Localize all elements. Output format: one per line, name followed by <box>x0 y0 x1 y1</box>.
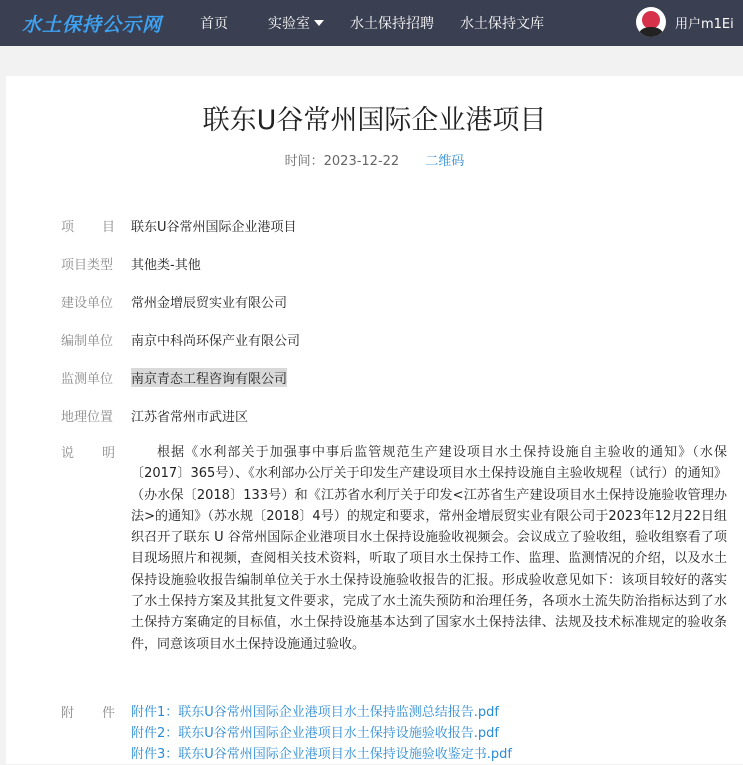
field-value: 南京中科尚环保产业有限公司 <box>131 334 301 349</box>
qrcode-link[interactable]: 二维码 <box>425 154 465 169</box>
field-location <box>61 406 248 425</box>
time-value: 2023-12-22 <box>323 154 400 169</box>
attachment-list <box>131 702 512 765</box>
avatar-body <box>639 27 663 37</box>
field-label: 编制单位 <box>61 334 114 349</box>
field-value: 其他类-其他 <box>131 258 201 273</box>
field-label: 监测单位 <box>61 372 114 387</box>
field-label <box>61 702 131 765</box>
main-nav <box>200 13 570 33</box>
field-attachments <box>61 702 512 765</box>
field-project-type <box>61 254 201 273</box>
field-label-part: 目 <box>101 220 115 235</box>
field-label-part: 件 <box>101 706 115 721</box>
field-label-part: 附 <box>61 706 75 721</box>
top-navbar <box>0 0 743 46</box>
attachment-link-1[interactable]: 附件1：联东U谷常州国际企业港项目水土保持监测总结报告.pdf <box>131 705 499 720</box>
field-builder <box>61 292 287 311</box>
username[interactable]: 用户m1Ei <box>675 16 734 32</box>
site-logo[interactable]: 水土保持公示网 <box>22 13 163 36</box>
nav-library[interactable]: 水土保持文库 <box>460 16 545 32</box>
description-text: 根据《水利部关于加强事中事后监管规范生产建设项目水土保持设施自主验收的通知》（水保〔2017〕365号）、《水利部办公厅关于印发生产建设项目水土保持设施自主验收规程（试行）的通知》（办水保〔2018〕133号）和《江苏省水利厅关于印发<江苏省生产建设项目水土保持设施验收管理办法>的通知》（苏水规〔2018〕4号）的规定和要求，常州金增辰贸实业有限公司于2023年12月22日组织召开了联东 U 谷常州国际企业港项目水土保持设施验收视频会。会议成立了验收组，验收组察看了项目现场照片和视频，查阅相关技术资料，听取了项目水土保持工作、监理、监测情况的介绍，以及水土保持设施验收报告编制单位关于水土保持设施验收报告的汇报。形成验收意见如下：该项目较好的落实了水土保持方案及其批复文件要求，完成了水土流失预防和治理任务，各项水土流失防治指标达到了水土保持方案确定的目标值，水土保持设施基本达到了国家水土保持法律、法规及技术标准规定的验收条件，同意该项目水土保持设施通过验收。 <box>131 445 727 652</box>
article-meta <box>6 150 743 169</box>
field-label-part: 说 <box>61 446 75 461</box>
nav-lab[interactable] <box>268 13 324 33</box>
field-label <box>61 216 131 235</box>
page-title: 联东U谷常州国际企业港项目 <box>202 105 547 136</box>
field-monitor <box>61 368 287 387</box>
field-label-part: 项 <box>61 220 75 235</box>
field-project <box>61 216 297 235</box>
nav-home[interactable]: 首页 <box>200 16 229 32</box>
nav-recruitment[interactable]: 水土保持招聘 <box>350 16 435 32</box>
time-label: 时间： <box>284 154 324 169</box>
field-description <box>61 442 727 655</box>
field-label: 地理位置 <box>61 410 114 425</box>
field-value: 江苏省常州市武进区 <box>131 410 249 425</box>
nav-lab-label: 实验室 <box>268 16 311 32</box>
field-compiler <box>61 330 300 349</box>
article-card <box>6 76 743 764</box>
field-label-part: 明 <box>101 446 115 461</box>
field-value: 常州金增辰贸实业有限公司 <box>131 296 288 311</box>
field-value: 南京青态工程咨询有限公司 <box>131 368 287 387</box>
field-label: 项目类型 <box>61 258 114 273</box>
attachment-link-3[interactable]: 附件3：联东U谷常州国际企业港项目水土保持设施验收鉴定书.pdf <box>131 747 512 762</box>
chevron-down-icon <box>314 20 324 26</box>
field-label <box>61 442 131 655</box>
field-label: 建设单位 <box>61 296 114 311</box>
attachment-link-2[interactable]: 附件2：联东U谷常州国际企业港项目水土保持设施验收报告.pdf <box>131 726 499 741</box>
field-value: 联东U谷常州国际企业港项目 <box>131 220 297 235</box>
avatar[interactable] <box>636 7 666 37</box>
user-menu[interactable] <box>636 7 734 37</box>
